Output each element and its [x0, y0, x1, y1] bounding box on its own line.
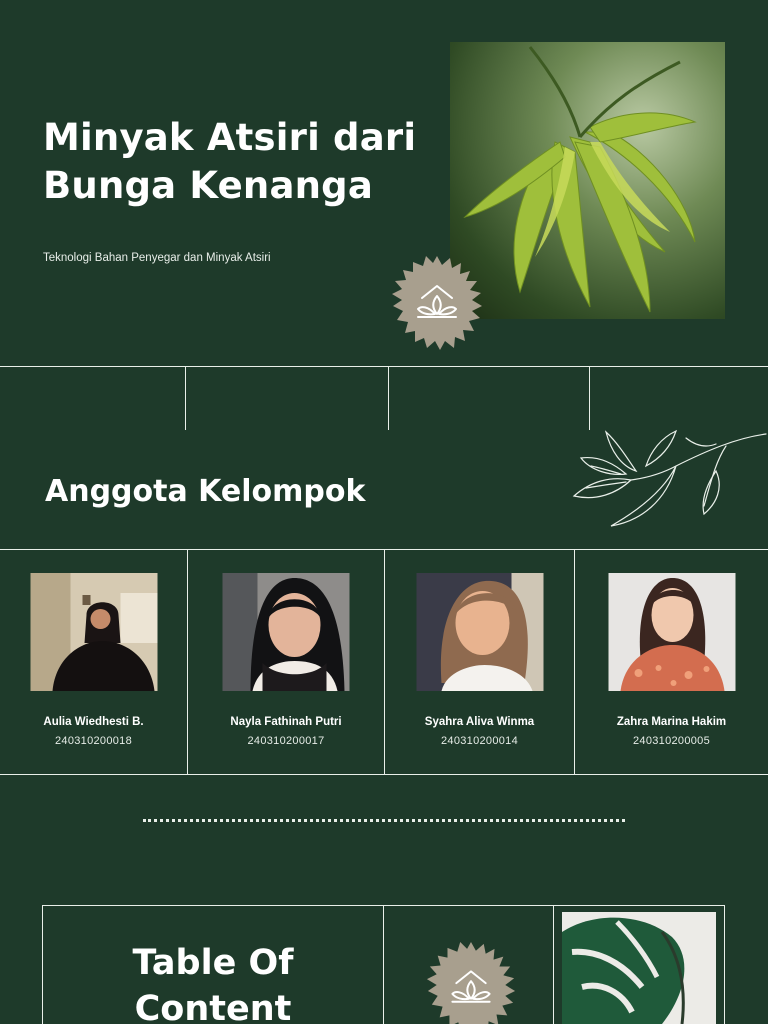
section-heading: Anggota Kelompok — [45, 474, 366, 509]
title-line-2: Bunga Kenanga — [43, 164, 374, 207]
title-line-1: Minyak Atsiri dari — [43, 116, 417, 159]
member-id: 240310200017 — [247, 735, 325, 747]
member-id: 240310200014 — [440, 735, 518, 747]
member-name: Aulia Wiedhesti B. — [43, 716, 144, 728]
lotus-seal-badge — [388, 254, 486, 352]
member-photo — [223, 573, 350, 691]
divider-line — [553, 905, 554, 1024]
flower-sketch-icon — [566, 426, 768, 532]
lotus-icon — [423, 940, 519, 1024]
toc-title — [42, 940, 384, 1024]
member-name: Zahra Marina Hakim — [616, 716, 727, 728]
monstera-leaf-icon — [562, 912, 716, 1024]
subtitle: Teknologi Bahan Penyegar dan Minyak Atsiri — [43, 252, 271, 264]
lotus-icon — [388, 254, 486, 352]
toc-title-line-1: Table Of — [132, 943, 294, 983]
ylang-ylang-flower-art — [450, 42, 725, 319]
member-card — [188, 550, 384, 774]
dotted-divider — [143, 819, 625, 822]
member-id: 240310200018 — [54, 735, 132, 747]
page-title — [43, 114, 443, 210]
member-card — [575, 550, 768, 774]
member-card — [385, 550, 574, 774]
member-photo — [416, 573, 543, 691]
divider-line — [589, 366, 590, 430]
ylang-ylang-photo — [450, 42, 725, 319]
divider-line — [185, 366, 186, 430]
member-name: Syahra Aliva Winma — [424, 716, 535, 728]
member-photo — [608, 573, 735, 691]
toc-title-line-2: Content — [134, 989, 292, 1024]
member-id: 240310200005 — [632, 735, 710, 747]
divider-line — [0, 366, 768, 367]
lotus-seal-badge — [423, 940, 519, 1024]
member-card — [0, 550, 187, 774]
member-name: Nayla Fathinah Putri — [230, 716, 342, 728]
monstera-photo — [562, 912, 716, 1024]
member-photo — [30, 573, 157, 691]
divider-line — [388, 366, 389, 430]
